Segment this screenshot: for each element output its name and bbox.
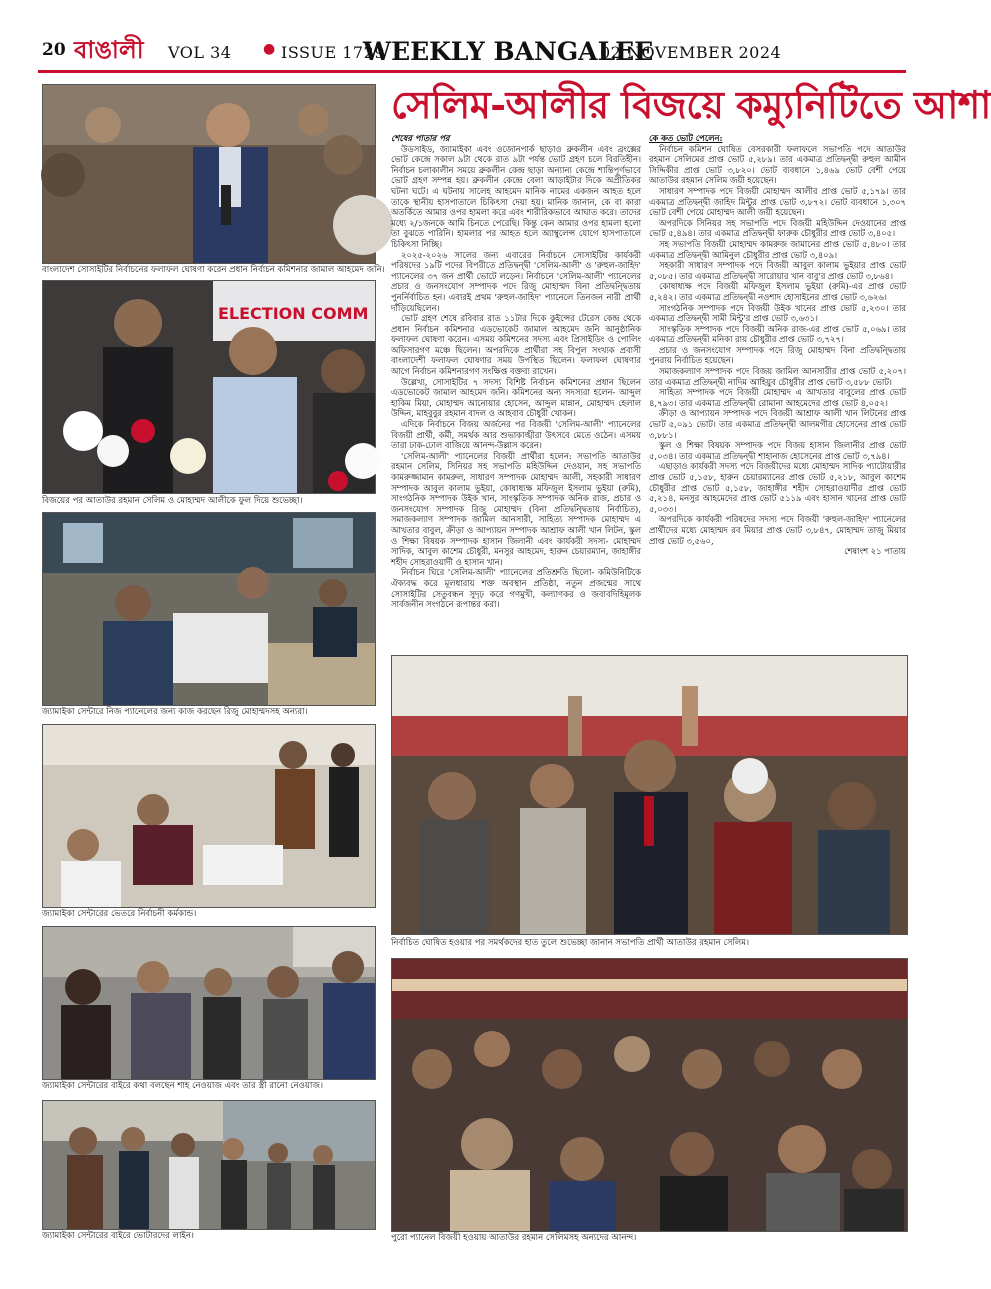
article-paragraph: এদিকে নির্বাচনে বিজয় অর্জনের পর বিজয়ী 'সেলিম-আলী' প্যানেলের বিজয়ী প্রার্থী, কর্মী, সমর্থক আর শুভাকাঙ্খীরা উৎসবে মেতে ওঠেন। এসময় তারা ঢাক-ঢোল বাজিয়ে আনন্দ-উল্লাস করেন। — [391, 419, 641, 451]
newspaper-logo — [70, 32, 170, 66]
article-paragraph: উডসাইড, জ্যামাইকা এবং ওজোনপার্ক ছাড়াও ব্রুকলীন এবং ব্রংক্সের ভোট কেন্দ্রে সকাল ৯টা থেকে রাত ৯টা পর্যন্ত ভোট গ্রহণ চলে বিরতিহীন। নির্বাচন চলাকালীন সময়ে ব্রুকলীন কেন্দ্র ছাড়া অন্যান্য কেন্দ্রে শান্তিপূর্ণভাবে ভোট গ্রহণ সম্পন্ন হয়। ব্রুকলীন কেন্দ্রে বেলা আড়াইটার দিকে অপ্রীতিকর ঘটনা ঘটে। এ ঘটনায় সালেহ আহমেদ মানিক নামের একজন আহত হলে তাকে স্থানীয় হাসপাতালে চিকিৎসা দেয়া হয়। মানিক জানান, কে বা কারা অতর্কিতে আমার ওপর হামলা করে এবং শারীরিকভাবে আঘাত করে। তাদের মধ্যে ২/১জনকে আমি চিনতে পেরেছি। কিন্তু কেন আমার ওপর হামলা হলো তা বুঝতে পারিনি। হামলার পর আহত হলে অ্যাম্বুলেন্স যোগে হাসপাতালে চিকিৎসা নিচ্ছি। — [391, 143, 641, 249]
article-paragraph: এছাড়াও কার্যকরী সদস্য পদে বিজয়ীদের মধ্যে মোহাম্মদ সাদিক প্যাটোয়ারীর প্রাপ্ত ভোট ৫,১৫৮, হারুন চেয়ারম্যানের প্রাপ্ত ভোট ৫,২১৮, আবুল কাশেম চৌধুরীর প্রাপ্ত ভোট ৫,১৫৮, জাহাঙ্গীর শহীদ সোহরাওয়ার্দীর প্রাপ্ত ভোট ৫,২১৪, মনসুর আহমেদের প্রাপ্ত ভোট ৫১১৯ এবং হাসান খানের প্রাপ্ত ভোট ৫,০৩৩। — [649, 461, 906, 514]
article-paragraph: সাংস্কৃতিক সম্পাদক পদে বিজয়ী অনিক রাজ-এর প্রাপ্ত ভোট ৫,০৬৯। তার একমাত্র প্রতিদ্বন্দ্বী মনিকা রায় চৌধুরীর প্রাপ্ত ভোট ৩,৭২৭। — [649, 323, 906, 345]
caption-photo-voter-line: জ্যামাইকা সেন্টারের বাইরে ভোটারদের লাইন। — [42, 1231, 194, 1241]
photo-voter-line — [42, 1100, 376, 1230]
separator-dot: ● — [263, 41, 276, 57]
caption-photo-celebration: পুরো প্যানেল বিজয়ী হওয়ায় আতাউর রহমান সেলিমসহ অন্যদের আনন্দ। — [391, 1233, 637, 1243]
article-paragraph: সাহিত্য সম্পাদক পদে বিজয়ী মোহাম্মদ এ আখতার বাবুলের প্রাপ্ত ভোট ৪,৭৯৩। তার একমাত্র প্রতিদ্বন্দ্বী রোমানা আহমেদের প্রাপ্ত ভোট ৪,০৫২। — [649, 387, 906, 408]
caption-photo-inside-center: জ্যামাইকা সেন্টারের ভেতরে নির্বাচনী কর্মকান্ড। — [42, 909, 197, 919]
logo-text: বাঙালী — [74, 35, 144, 64]
photo-booth — [42, 512, 376, 706]
photo-banner-text: ELECTION COMM — [218, 304, 369, 323]
article-column-2 — [649, 133, 906, 648]
article-paragraph: উল্লেখ্য, সোসাইটির ৭ সদস্য বিশিষ্ট নির্বাচন কমিশনের প্রধান ছিলেন এডভোকেট জামাল আহমেদ জনি। কমিশনের অন্য সদস্যরা হলেন- আব্দুল হাকিম মিয়া, মোহাম্মদ আনোয়ার হোসেন, আব্দুল মান্নান, মোহাম্মদ হেলাল উদ্দিন, মাহবুবুর রহমান বাদল ও আহবাব চৌধুরী খোকন। — [391, 376, 641, 419]
article-kicker: শেষের পাতার পর — [391, 133, 450, 143]
caption-photo-outside-talk: জ্যামাইকা সেন্টারের বাইরে কথা বলছেন শাহ নেওয়াজ এবং তার স্ত্রী রানো নেওয়াজ। — [42, 1081, 324, 1091]
photo-inside-center — [42, 724, 376, 908]
volume-label: VOL 34 — [168, 43, 232, 62]
caption-photo-booth: জ্যামাইকা সেন্টারে নিজ প্যানেলের জন্য কাজ করছেন রিজু মোহাম্মদসহ অন্যরা। — [42, 707, 308, 717]
article-headline: সেলিম-আলীর বিজয়ে কম্যুনিটিতে আশা — [391, 82, 991, 127]
article-paragraph: অপরদিকে কার্যকরী পরিষদের সদস্য পদে বিজয়ী 'রুহুল-জাহিদ' প্যানেলের প্রার্থীদের মধ্যে মোহাম্মদ রব মিয়ার প্রাপ্ত ভোট ৩,৮৪৭, মোহাম্মদ তাজু মিয়ার প্রাপ্ত ভোট ৩,৫৬০, — [649, 514, 906, 546]
article-subheading: কে কত ভোট পেলেন: — [649, 133, 723, 143]
article-paragraph: নির্বাচন কমিশন ঘোষিত বেসরকারী ফলাফলে সভাপতি পদে আতাউর রহমান সেলিমের প্রাপ্ত ভোট ৫,২৮৯। তার একমাত্র প্রতিদ্বন্দ্বী রুহুল আমীন সিদ্দিকীর প্রাপ্ত ভোট ৩,৮২০। ভোট ব্যবধানে ১,৪৬৯ ভোট বেশী পেয়ে আতাউর রহমান সেলিম জয়ী হয়েছেন। — [649, 143, 906, 186]
article-paragraph: নির্বাচন ঘিরে 'সেলিম-আলী' প্যানেলের প্রতিশ্রুতি ছিলো- কমিউনিটিকে ঐক্যবদ্ধ করে মূলধারায় শক্ত অবস্থান প্রতিষ্ঠা, নতুন প্রজন্মের সাথে সোসাইটির সেতুবন্ধন সুদৃঢ় করে গণমুখী, কল্যাণকর ও জবাবদিহিমূলক সার্বজনীন সংগঠনে রূপান্তর করা। — [391, 567, 641, 610]
publication-title: WEEKLY BANGALEE — [363, 37, 654, 66]
article-paragraph: স্কুল ও শিক্ষা বিষয়ক সম্পাদক পদে বিজয় হাসান জিলানীর প্রাপ্ত ভোট ৫,০৩৪। তার একমাত্র প্রতিদ্বন্দ্বী শাহানাজ হোসেনের প্রাপ্ত ভোট ৩,৭৯৪। — [649, 440, 906, 461]
continued-on-page: শেষাংশ ২১ পাতায় — [844, 546, 906, 557]
article-paragraph: সমাজকল্যাণ সম্পাদক পদে বিজয় জামিল আনসারীর প্রাপ্ত ভোট ৫,২০৭। তার একমাত্র প্রতিদ্বন্দ্বী নাদিম আহিয়ুব চৌধুরীর প্রাপ্ত ভোট ৩,৫৮৮ ভোট। — [649, 366, 906, 387]
article-paragraph: সহকারী সাধারণ সম্পাদক পদে বিজয়ী আবুল কালাম ভুইয়ার প্রাপ্ত ভোট ৫,০৮৫। তার একমাত্র প্রতিদ্বন্দ্বী সারোয়ার খান বাবু'র প্রাপ্ত ভোট ৩,৮৬৪। — [649, 260, 906, 281]
article-paragraph: কোষাধ্যক্ষ পদে বিজয়ী মফিজুল ইসলাম ভুইয়া (রুমি)-এর প্রাপ্ত ভোট ৫,২৪২। তার একমাত্র প্রতিদ্বন্দ্বী নওশাদ হোসাইনের প্রাপ্ত ভোট ৩,৬২৬। — [649, 281, 906, 302]
photo-flowers — [42, 280, 376, 494]
article-paragraph: সাংগঠনিক সম্পাদক পদে বিজয়ী উইক খানের প্রাপ্ত ভোট ৫,২৩০। তার একমাত্র প্রতিদ্বন্দ্বী সামী মিন্টু'র প্রাপ্ত ভোট ৩,৬৩১। — [649, 302, 906, 324]
article-paragraph: ২০২৫-২০২৬ সালের জন্য এবারের নির্বাচনে সোসাইটির কার্যকরী পরিষদের ১৯টি পদের বিপরীতে প্রতিদ্বন্দ্বী 'সেলিম-আলী' ও 'রুহুল-জাহিদ' প্যানেলের ৩৭ জন প্রার্থী ভোটে লড়েন। নির্বাচনে 'সেলিম-আলী' প্যানেলের প্রচার ও জনসংযোগ সম্পাদক পদে রিজু মোহাম্মদ বিনা প্রতিদ্বন্দ্বিতায় পুনর্নির্বাচিত হন। এবারই প্রথম 'রুহুল-জাহিদ' প্যানেলে তিনজন নারী প্রার্থী দাঁড়িয়েছিলেন। — [391, 249, 641, 313]
article-paragraph: অপরদিকে সিনিয়র সহ সভাপতি পদে বিজয়ী মহিউদ্দিন দেওয়ানের প্রাপ্ত ভোট ৫,৪৯৪। তার একমাত্র প্রতিদ্বন্দ্বী ফারুক চৌধুরীর প্রাপ্ত ভোট ৩,৪০৫। — [649, 217, 906, 239]
article-paragraph: 'সেলিম-আলী' প্যানেলের বিজয়ী প্রার্থীরা হলেন: সভাপতি আতাউর রহমান সেলিম, সিনিয়র সহ সভাপতি মহিউদ্দিন দেওয়ান, সহ সভাপতি কামরুজ্জামান কামরুল, সাধারণ সম্পাদক মোহাম্মদ আলী, সহকারী সাধারণ সম্পাদক আবুল কালাম ভুইয়া, কোষাধ্যক্ষ মফিজুল ইসলাম ভুইয়া (রুমি), সাংগঠনিক সম্পাদক উইক খান, সাংস্কৃতিক সম্পাদক অনিক রাজ, প্রচার ও জনসংযোগ সম্পাদক রিজু মোহাম্মদ (বিনা প্রতিদ্বন্দ্বিতায় নির্বাচিত), সমাজকল্যাণ সম্পাদক জামিল আনসারী, সাহিত্য সম্পাদক মোহাম্মদ এ আখতার বাবুল, ক্রীড়া ও আপ্যায়ন সম্পাদক আশ্রাফ আলী খান লিটন, স্কুল ও শিক্ষা বিষয়ক সম্পাদক হাসান জিলানী এবং কার্যকরী সদস্য- মোহাম্মদ সাদিক, আবুল কাশেম চৌধুরী, মনসুর আহমেদ, হারুন চেয়ারম্যান, জাহাঙ্গীর শহীদ সোহরাওয়ার্দী ও হাসান খান। — [391, 450, 641, 567]
issue-label: ISSUE 1729 — [281, 43, 385, 62]
page-number: 20 — [42, 40, 66, 60]
caption-photo-announcement: বাংলাদেশ সোসাইটির নির্বাচনের ফলাফল ঘোষণা করেন প্রধান নির্বাচন কমিশনার জামাল আহমেদ জনি। — [42, 265, 385, 275]
article-column-1 — [391, 133, 641, 648]
caption-photo-victory-wave: নির্বাচিত ঘোষিত হওয়ার পর সমর্থকদের হাত তুলে শুভেচ্ছা জানান সভাপতি প্রার্থী আতাউর রহমান সেলিম। — [391, 938, 750, 948]
caption-photo-flowers: বিজয়ের পর আতাউর রহমান সেলিম ও মোহাম্মদ আলীকে ফুল দিয়ে শুভেচ্ছা। — [42, 496, 303, 506]
article-paragraph: প্রচার ও জনসংযোগ সম্পাদক পদে রিজু মোহাম্মদ বিনা প্রতিদ্বন্দ্বিতায় পুনরায় নির্বাচিত হয়েছেন। — [649, 344, 906, 366]
article-paragraph: সাধারণ সম্পাদক পদে বিজয়ী মোহাম্মদ আলীর প্রাপ্ত ভোট ৫,১৭৯। তার একমাত্র প্রতিদ্বন্দ্বী জাহিদ মিন্টুর প্রাপ্ত ভোট ৩,৮৭২। ভোট ব্যবধানে ১,৩০৭ ভোট বেশী পেয়ে মোহাম্মদ আলী জয়ী হয়েছেন। — [649, 185, 906, 218]
photo-announcement — [42, 84, 376, 264]
issue-date: 02 NOVEMBER 2024 — [600, 43, 782, 62]
article-paragraph: সহ সভাপতি বিজয়ী মোহাম্মদ কামরুজ জামানের প্রাপ্ত ভোট ৫,৪৮০। তার একমাত্র প্রতিদ্বন্দ্বী আমিনুল চৌধুরীর প্রাপ্ত ভোট ৩,৪০৯। — [649, 238, 906, 260]
article-paragraph: ভোট গ্রহণ শেষে রবিবার রাত ১১টার দিকে কুইন্সের টেরেস কেন্দ্র থেকে প্রধান নির্বাচন কমিশনার এডভোকেট জামাল আহমেদ জনি আনুষ্ঠানিক ফলাফল ঘোষণা করেন। এসময় কমিশনের সদস্য এবং প্রিসাইডিং ও পোলিং অফিসারগণ মঞ্চে ছিলেন। অপরদিকে প্রার্থীরা সহ বিপুল সংখ্যক প্রবাসী বাংলাদেশী ফলাফল ঘোষণার সময় উপস্থিত ছিলেন। ফলাফল ঘোষণার আগে নির্বাচন কমিশনারগণ সংক্ষিপ্ত বক্তব্য রাখেন। — [391, 313, 641, 377]
masthead-rule — [38, 70, 906, 73]
photo-celebration — [391, 958, 908, 1232]
article-paragraph: ক্রীড়া ও আপ্যায়ন সম্পাদক পদে বিজয়ী আশ্রাফ আলী খান লিটনের প্রাপ্ত ভোট ৫,০৯১ ভোট। তার একমাত্র প্রতিদ্বন্দ্বী আলমগীর হোসেনের প্রাপ্ত ভোট ৩,৮৮১। — [649, 408, 906, 440]
masthead — [38, 36, 906, 68]
photo-victory-wave — [391, 655, 908, 935]
photo-outside-talk — [42, 926, 376, 1080]
